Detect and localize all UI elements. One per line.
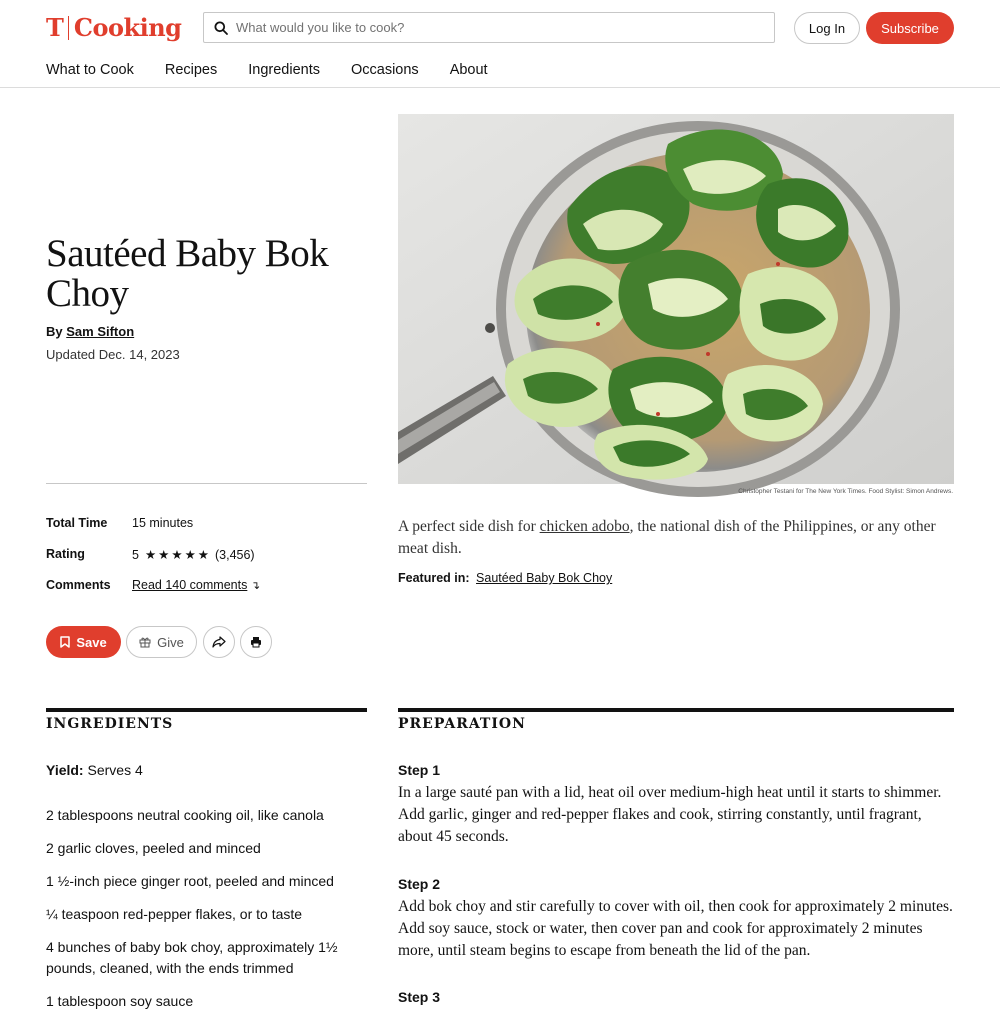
- nav-ingredients[interactable]: Ingredients: [248, 62, 320, 78]
- byline: [46, 324, 134, 339]
- byline-prefix: By: [46, 324, 63, 339]
- top-header: [0, 0, 1000, 88]
- gift-icon: [139, 636, 151, 648]
- comments-label: Comments: [46, 578, 111, 592]
- share-icon: [212, 636, 226, 648]
- preparation-rule: [398, 708, 954, 712]
- recipe-title: Sautéed Baby Bok Choy: [46, 232, 329, 315]
- search-bar[interactable]: [203, 12, 775, 43]
- save-button[interactable]: [46, 626, 121, 658]
- ingredient-item: 1 tablespoon soy sauce: [46, 993, 194, 1009]
- nav-recipes[interactable]: Recipes: [164, 62, 218, 78]
- share-button[interactable]: [203, 626, 235, 658]
- total-time-value: 15 minutes: [132, 516, 194, 530]
- bok-choy-pan-illustration: [398, 114, 954, 484]
- step-text: In a large sauté pan with a lid, heat oil over medium-high heat until it starts to shimmer. Add garlic, ginger and red-pepper flakes and cook, stirring constantly, until fragrant, about 45 seconds.: [398, 784, 942, 845]
- ingredient-item: 2 tablespoons neutral cooking oil, like canola: [46, 807, 324, 823]
- yield: [46, 762, 143, 778]
- total-time-label: Total Time: [46, 516, 108, 530]
- nav-what-to-cook[interactable]: What to Cook: [46, 62, 134, 78]
- save-label: Save: [76, 634, 107, 650]
- subscribe-button[interactable]: Subscribe: [866, 12, 954, 44]
- print-button[interactable]: [240, 626, 272, 658]
- meta-divider: [46, 483, 367, 484]
- search-icon: [214, 21, 228, 35]
- nyt-logo-mark: T: [46, 13, 64, 42]
- rating-count: (3,456): [214, 548, 255, 562]
- logo-wordmark: Cooking: [73, 13, 182, 42]
- arrow-down-icon: ↴: [250, 580, 261, 592]
- ingredient-item: 1 ½-inch piece ginger root, peeled and minced: [46, 873, 334, 889]
- chicken-adobo-link[interactable]: chicken adobo: [539, 518, 630, 535]
- featured-label: Featured in:: [398, 571, 470, 585]
- intro-text-after: , the national dish of the Philippines, or any other meat dish.: [398, 518, 936, 557]
- recipe-intro: [398, 516, 954, 560]
- yield-value: Serves 4: [87, 762, 143, 778]
- login-button[interactable]: Log In: [794, 12, 860, 44]
- ingredient-item: 4 bunches of baby bok choy, approximately 1½ pounds, cleaned, with the ends trimmed: [46, 939, 338, 976]
- logo-divider: [68, 16, 69, 40]
- intro-text-before: A perfect side dish for: [398, 518, 540, 535]
- yield-label: Yield:: [46, 762, 84, 778]
- step-label: Step 2: [398, 876, 441, 892]
- give-button[interactable]: [126, 626, 197, 658]
- print-icon: [250, 636, 262, 648]
- search-input[interactable]: [236, 20, 756, 35]
- updated-date: Updated Dec. 14, 2023: [46, 347, 180, 362]
- step-text: Add bok choy and stir carefully to cover with oil, then cook for approximately 2 minutes. Add soy sauce, stock or water, then cover pan and cook for approximately 2 minutes more, until steam begins to escape from beneath the lid of the pan.: [398, 898, 953, 959]
- featured-link[interactable]: Sautéed Baby Bok Choy: [476, 571, 613, 585]
- read-comments-link[interactable]: Read 140 comments: [132, 578, 248, 592]
- rating-value: 5: [132, 548, 139, 562]
- author-link[interactable]: Sam Sifton: [66, 324, 135, 339]
- give-label: Give: [157, 634, 184, 650]
- recipe-hero-image: [398, 114, 954, 484]
- step-label: Step 1: [398, 762, 441, 778]
- rating[interactable]: [132, 547, 255, 562]
- nav-about[interactable]: About: [449, 62, 488, 78]
- ingredients-rule: [46, 708, 367, 712]
- comments: [132, 578, 260, 592]
- ingredient-item: 2 garlic cloves, peeled and minced: [46, 840, 261, 856]
- ingredient-item: ¼ teaspoon red-pepper flakes, or to taste: [46, 906, 303, 922]
- rating-stars-icon: ★★★★★: [144, 548, 211, 562]
- step-label: Step 3: [398, 989, 441, 1005]
- ingredients-heading: INGREDIENTS: [46, 716, 174, 732]
- nyt-cooking-logo[interactable]: [46, 12, 181, 44]
- nav-occasions[interactable]: Occasions: [350, 62, 419, 78]
- main-nav: [46, 60, 519, 80]
- rating-label: Rating: [46, 547, 85, 561]
- featured-in: [398, 571, 612, 585]
- preparation-heading: PREPARATION: [398, 716, 526, 732]
- photo-credit: Christopher Testani for The New York Times. Food Stylist: Simon Andrews.: [738, 488, 953, 495]
- bookmark-icon: [60, 636, 70, 648]
